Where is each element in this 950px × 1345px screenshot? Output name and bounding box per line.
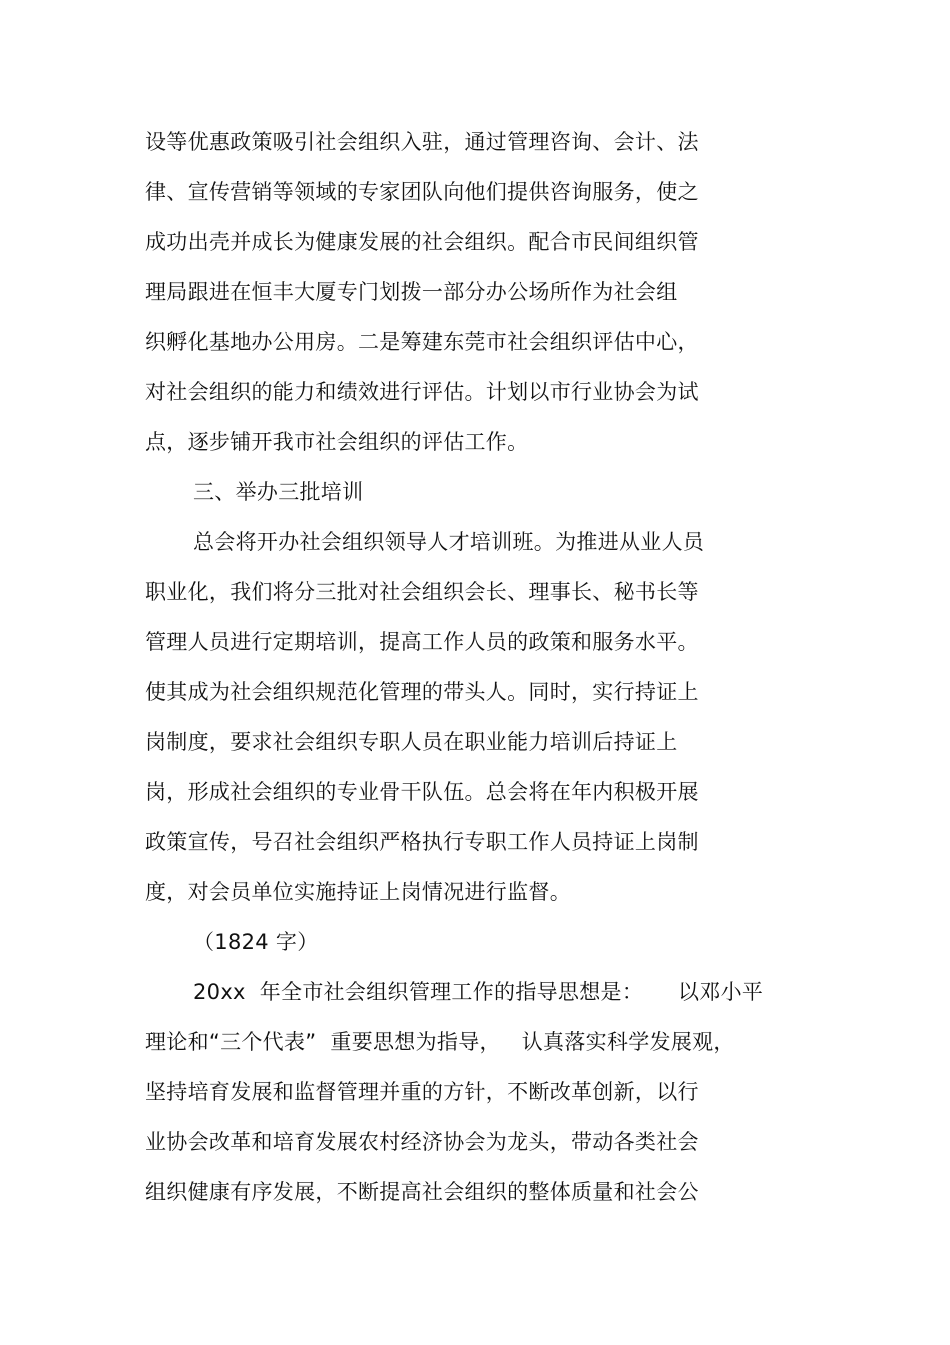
text-line: 点，逐步铺开我市社会组织的评估工作。	[145, 430, 529, 454]
text-line: 设等优惠政策吸引社会组织入驻，通过管理咨询、会计、法	[145, 130, 699, 154]
text-line: 坚持培育发展和监督管理并重的方针，不断改革创新，以行	[145, 1080, 699, 1104]
text-line: 理论和“三个代表” 重要思想为指导， 认真落实科学发展观，	[145, 1030, 735, 1054]
text-line: 使其成为社会组织规范化管理的带头人。同时，实行持证上	[145, 680, 699, 704]
text-line: 职业化，我们将分三批对社会组织会长、理事长、秘书长等	[145, 580, 699, 604]
text-line: 律、宣传营销等领域的专家团队向他们提供咨询服务，使之	[145, 180, 699, 204]
text-line: 业协会改革和培育发展农村经济协会为龙头，带动各类社会	[145, 1130, 699, 1154]
text-line: 岗制度，要求社会组织专职人员在职业能力培训后持证上	[145, 730, 678, 754]
text-line: 管理人员进行定期培训，提高工作人员的政策和服务水平。	[145, 630, 699, 654]
word-count: （1824 字）	[193, 930, 319, 954]
text-line: 政策宣传，号召社会组织严格执行专职工作人员持证上岗制	[145, 830, 699, 854]
section-heading: 三、举办三批培训	[193, 480, 364, 504]
text-line: 总会将开办社会组织领导人才培训班。为推进从业人员	[193, 530, 705, 554]
text-line: 理局跟进在恒丰大厦专门划拨一部分办公场所作为社会组	[145, 280, 678, 304]
text-line: 织孵化基地办公用房。二是筹建东莞市社会组织评估中心，	[145, 330, 699, 354]
text-line: 度，对会员单位实施持证上岗情况进行监督。	[145, 880, 571, 904]
text-line: 成功出壳并成长为健康发展的社会组织。配合市民间组织管	[145, 230, 699, 254]
text-line: 组织健康有序发展，不断提高社会组织的整体质量和社会公	[145, 1180, 699, 1204]
text-line: 对社会组织的能力和绩效进行评估。计划以市行业协会为试	[145, 380, 699, 404]
text-line: 岗，形成社会组织的专业骨干队伍。总会将在年内积极开展	[145, 780, 699, 804]
text-line: 20xx 年全市社会组织管理工作的指导思想是： 以邓小平	[193, 980, 764, 1004]
